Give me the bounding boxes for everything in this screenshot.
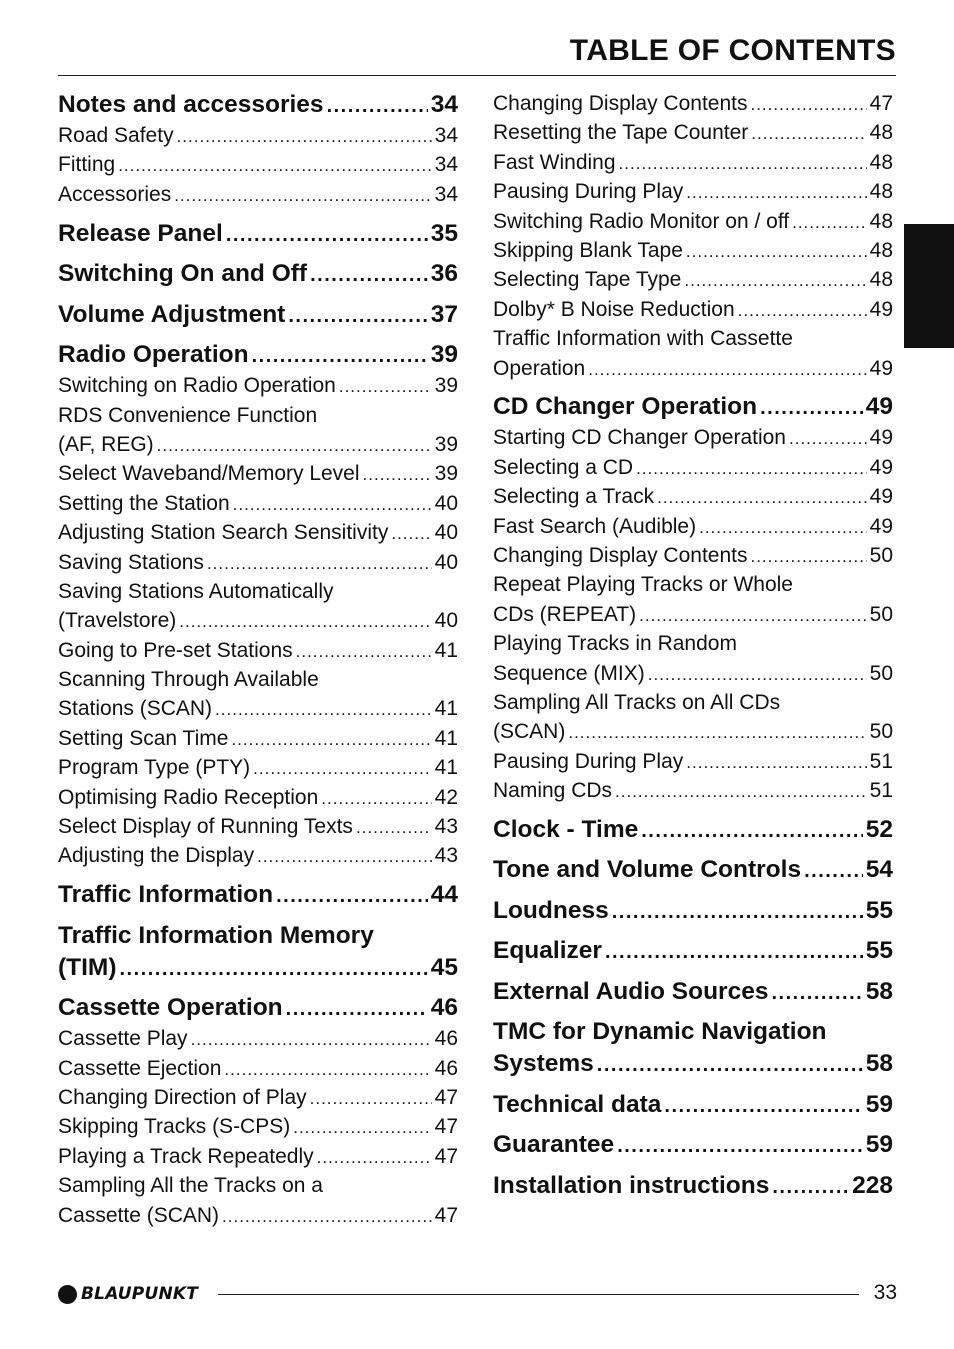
leader-dots — [174, 181, 431, 209]
toc-entry-title: Traffic Information with Cassette — [493, 327, 793, 351]
toc-page-number: 50 — [869, 602, 893, 626]
toc-page-number: 34 — [434, 182, 458, 206]
leader-dots — [391, 519, 431, 547]
toc-entry-title: Release Panel — [58, 219, 223, 247]
toc-entry-title: Setting Scan Time — [58, 726, 229, 750]
leader-dots — [257, 842, 432, 870]
leader-dots — [612, 896, 863, 927]
toc-entry-title: Accessories — [58, 182, 172, 206]
toc-entry-title: TMC for Dynamic Navigation — [493, 1018, 827, 1046]
leader-dots — [664, 1090, 862, 1121]
leader-dots — [568, 718, 866, 746]
toc-subentry — [58, 812, 458, 841]
toc-entry-title: Traffic Information — [58, 881, 274, 909]
toc-section-entry — [493, 814, 893, 846]
toc-subentry — [493, 747, 893, 776]
toc-page-number: 44 — [430, 881, 458, 909]
leader-dots — [321, 784, 431, 812]
leader-dots — [253, 754, 431, 782]
leader-dots — [222, 1202, 432, 1230]
toc-page-number: 48 — [869, 238, 893, 262]
toc-entry-title: Cassette Play — [58, 1027, 188, 1051]
toc-subentry — [493, 453, 893, 482]
leader-dots — [215, 695, 432, 723]
leader-dots — [286, 993, 428, 1024]
toc-entry-title-continued: (SCAN) — [493, 720, 566, 744]
leader-dots — [684, 266, 866, 294]
leader-dots — [363, 460, 432, 488]
leader-dots — [772, 1171, 849, 1202]
leader-dots — [750, 542, 866, 570]
toc-entry-title: Program Type (PTY) — [58, 756, 251, 780]
toc-entry-title: Select Display of Running Texts — [58, 815, 353, 839]
page-number: 33 — [873, 1281, 897, 1304]
toc-page-number: 228 — [852, 1171, 893, 1199]
toc-section-entry — [58, 920, 458, 984]
leader-dots — [224, 1055, 431, 1083]
leader-dots — [339, 372, 432, 400]
toc-subentry — [58, 1024, 458, 1053]
toc-subentry — [58, 371, 458, 400]
toc-subentry — [58, 1171, 458, 1230]
toc-subentry — [58, 1142, 458, 1171]
toc-entry-title: Starting CD Changer Operation — [493, 426, 786, 450]
toc-subentry — [58, 548, 458, 577]
leader-dots — [751, 119, 866, 147]
toc-entry-title-continued: Operation — [493, 356, 586, 380]
toc-entry-title: Changing Direction of Play — [58, 1086, 307, 1110]
toc-page-number: 39 — [434, 462, 458, 486]
toc-entry-title: RDS Convenience Function — [58, 403, 318, 427]
leader-dots — [804, 855, 863, 886]
toc-page-number: 40 — [434, 491, 458, 515]
toc-subentry — [493, 295, 893, 324]
toc-page-number: 55 — [865, 937, 893, 965]
toc-page-number: 47 — [434, 1086, 458, 1110]
toc-page-number: 47 — [434, 1144, 458, 1168]
toc-page-number: 39 — [434, 432, 458, 456]
toc-page-number: 40 — [434, 521, 458, 545]
toc-entry-title: Changing Display Contents — [493, 543, 748, 567]
toc-page-number: 59 — [865, 1090, 893, 1118]
toc-entry-title-continued: (Travelstore) — [58, 609, 177, 633]
leader-dots — [686, 237, 867, 265]
toc-page-number: 40 — [434, 550, 458, 574]
toc-page-number: 58 — [865, 1050, 893, 1078]
toc-entry-title: Fast Search (Audible) — [493, 514, 697, 538]
toc-page-number: 40 — [434, 609, 458, 633]
leader-dots — [356, 813, 432, 841]
toc-subentry — [493, 776, 893, 805]
toc-page-number: 49 — [869, 356, 893, 380]
toc-page-number: 43 — [434, 844, 458, 868]
toc-section-entry — [58, 992, 458, 1024]
toc-page-number: 50 — [869, 661, 893, 685]
toc-entry-title: Cassette Ejection — [58, 1056, 222, 1080]
toc-subentry — [58, 577, 458, 636]
toc-entry-title: Repeat Playing Tracks or Whole — [493, 573, 793, 597]
toc-entry-title: Dolby* B Noise Reduction — [493, 297, 735, 321]
leader-dots — [619, 149, 867, 177]
leader-dots — [310, 1084, 432, 1112]
toc-page-number: 34 — [430, 91, 458, 118]
toc-entry-title-continued: Stations (SCAN) — [58, 697, 213, 721]
toc-entry-title: Playing a Track Repeatedly — [58, 1144, 314, 1168]
toc-subentry — [58, 636, 458, 665]
leader-dots — [657, 483, 867, 511]
toc-page-number: 37 — [430, 300, 458, 328]
toc-entry-title: Pausing During Play — [493, 180, 684, 204]
toc-entry-title: Adjusting the Display — [58, 844, 255, 868]
toc-entry-title-continued: Sequence (MIX) — [493, 661, 645, 685]
toc-subentry — [58, 150, 458, 179]
section-thumb-tab — [904, 224, 954, 348]
toc-entry-title: Skipping Tracks (S-CPS) — [58, 1115, 291, 1139]
toc-subentry — [58, 753, 458, 782]
toc-page-number: 47 — [434, 1115, 458, 1139]
leader-dots — [605, 936, 863, 967]
toc-entry-title: Cassette Operation — [58, 994, 283, 1022]
toc-entry-title: Technical data — [493, 1090, 662, 1118]
toc-section-entry — [493, 854, 893, 886]
toc-entry-title: Fitting — [58, 153, 116, 177]
leader-dots — [252, 340, 428, 371]
toc-page-number: 50 — [869, 720, 893, 744]
leader-dots — [120, 953, 428, 984]
leader-dots — [648, 660, 867, 688]
toc-page-number: 41 — [434, 697, 458, 721]
toc-subentry — [58, 401, 458, 460]
toc-subentry — [493, 324, 893, 383]
toc-entry-title: Installation instructions — [493, 1171, 770, 1199]
leader-dots — [686, 178, 866, 206]
leader-dots — [597, 1049, 863, 1080]
toc-entry-title-continued: CDs (REPEAT) — [493, 602, 637, 626]
toc-subentry — [493, 688, 893, 747]
toc-entry-title: Switching On and Off — [58, 260, 308, 288]
toc-entry-title: CD Changer Operation — [493, 393, 758, 421]
footer-rule — [218, 1294, 859, 1295]
toc-subentry — [493, 570, 893, 629]
toc-entry-title: Clock - Time — [493, 815, 639, 843]
toc-page-number: 49 — [865, 393, 893, 421]
toc-entry-title: Saving Stations Automatically — [58, 579, 334, 603]
toc-entry-title: Select Waveband/Memory Level — [58, 462, 360, 486]
toc-entry-title: Pausing During Play — [493, 749, 684, 773]
toc-subentry — [493, 148, 893, 177]
toc-page-number: 49 — [869, 514, 893, 538]
toc-entry-title: Naming CDs — [493, 779, 613, 803]
page-title: TABLE OF CONTENTS — [569, 34, 896, 67]
leader-dots — [750, 90, 866, 118]
toc-entry-title: Skipping Blank Tape — [493, 238, 683, 262]
toc-page-number: 34 — [434, 153, 458, 177]
toc-section-entry — [493, 895, 893, 927]
toc-section-entry — [493, 935, 893, 967]
toc-page-number: 42 — [434, 785, 458, 809]
leader-dots — [639, 601, 867, 629]
brand-logo — [58, 1283, 198, 1305]
toc-page-number: 46 — [430, 994, 458, 1022]
leader-dots — [231, 725, 431, 753]
toc-entry-title: Fast Winding — [493, 150, 616, 174]
toc-subentry — [58, 1083, 458, 1112]
toc-subentry — [493, 629, 893, 688]
toc-page-number: 58 — [865, 977, 893, 1005]
toc-page-number: 55 — [865, 896, 893, 924]
toc-page-number: 49 — [869, 426, 893, 450]
toc-entry-title: Notes and accessories — [58, 91, 324, 118]
toc-entry-title: Saving Stations — [58, 550, 204, 574]
toc-subentry — [58, 841, 458, 870]
toc-page-number: 46 — [434, 1027, 458, 1051]
toc-page-number: 59 — [865, 1131, 893, 1159]
toc-section-entry — [58, 218, 458, 250]
toc-subentry — [493, 207, 893, 236]
leader-dots — [118, 151, 431, 179]
toc-section-entry — [493, 976, 893, 1008]
toc-entry-title: External Audio Sources — [493, 977, 769, 1005]
toc-entry-title: Switching Radio Monitor on / off — [493, 209, 790, 233]
leader-dots — [296, 637, 432, 665]
toc-entry-title: Road Safety — [58, 124, 174, 147]
toc-entry-title: Optimising Radio Reception — [58, 785, 319, 809]
toc-subentry — [58, 489, 458, 518]
toc-page-number: 48 — [869, 121, 893, 145]
toc-subentry — [58, 1112, 458, 1141]
toc-right-column — [493, 89, 893, 1202]
toc-page-number: 45 — [430, 953, 458, 981]
leader-dots — [789, 424, 867, 452]
leader-dots — [157, 431, 432, 459]
toc-page-number: 41 — [434, 756, 458, 780]
leader-dots — [588, 355, 866, 383]
leader-dots — [317, 1143, 432, 1171]
toc-subentry — [493, 118, 893, 147]
toc-page-number: 43 — [434, 815, 458, 839]
toc-subentry — [493, 236, 893, 265]
leader-dots — [699, 513, 867, 541]
toc-entry-title: Radio Operation — [58, 341, 249, 369]
toc-entry-title: Going to Pre-set Stations — [58, 638, 293, 662]
toc-entry-title: Volume Adjustment — [58, 300, 286, 328]
toc-entry-title: Sampling All Tracks on All CDs — [493, 690, 781, 714]
toc-entry-title: Selecting Tape Type — [493, 268, 682, 292]
toc-page-number: 34 — [434, 124, 458, 147]
toc-page-number: 49 — [869, 485, 893, 509]
toc-page-number: 49 — [869, 297, 893, 321]
toc-entry-title: Changing Display Contents — [493, 92, 748, 115]
toc-entry-title: Selecting a Track — [493, 485, 655, 509]
toc-entry-title: Setting the Station — [58, 491, 230, 515]
toc-section-entry — [493, 1016, 893, 1080]
toc-section-entry — [493, 1170, 893, 1202]
leader-dots — [615, 777, 867, 805]
leader-dots — [177, 122, 432, 150]
toc-entry-title-continued: (TIM) — [58, 953, 117, 981]
toc-page-number: 54 — [865, 856, 893, 884]
toc-subentry — [58, 783, 458, 812]
toc-page-number: 41 — [434, 638, 458, 662]
header-rule — [58, 75, 896, 76]
toc-entry-title: Tone and Volume Controls — [493, 856, 802, 884]
toc-section-entry — [58, 89, 458, 121]
toc-subentry — [493, 89, 893, 118]
toc-subentry — [493, 265, 893, 294]
toc-entry-title: Loudness — [493, 896, 609, 924]
toc-subentry — [493, 423, 893, 452]
leader-dots — [760, 392, 863, 423]
toc-page-number: 48 — [869, 180, 893, 204]
toc-page-number: 39 — [430, 341, 458, 369]
leader-dots — [310, 259, 428, 290]
toc-entry-title: Traffic Information Memory — [58, 921, 374, 949]
leader-dots — [738, 296, 867, 324]
toc-subentry — [58, 180, 458, 209]
toc-entry-title: Selecting a CD — [493, 455, 634, 479]
toc-entry-title: Sampling All the Tracks on a — [58, 1174, 323, 1198]
leader-dots — [226, 219, 428, 250]
toc-section-entry — [58, 258, 458, 290]
toc-page-number: 39 — [434, 374, 458, 398]
leader-dots — [293, 1113, 431, 1141]
toc-entry-title: Equalizer — [493, 937, 602, 965]
leader-dots — [276, 880, 428, 911]
toc-subentry — [58, 518, 458, 547]
toc-page-number: 36 — [430, 260, 458, 288]
leader-dots — [327, 90, 428, 121]
toc-entry-title: Guarantee — [493, 1131, 615, 1159]
leader-dots — [686, 748, 866, 776]
leader-dots — [233, 490, 432, 518]
leader-dots — [641, 815, 863, 846]
toc-entry-title: Switching on Radio Operation — [58, 374, 336, 398]
leader-dots — [191, 1025, 432, 1053]
toc-page-number: 48 — [869, 209, 893, 233]
toc-left-column — [58, 89, 458, 1230]
leader-dots — [179, 607, 431, 635]
leader-dots — [771, 977, 862, 1008]
toc-subentry — [58, 459, 458, 488]
toc-section-entry — [58, 879, 458, 911]
toc-section-entry — [493, 391, 893, 423]
toc-section-entry — [493, 1129, 893, 1161]
toc-page-number: 52 — [865, 815, 893, 843]
toc-section-entry — [58, 339, 458, 371]
toc-page-number: 50 — [869, 543, 893, 567]
toc-entry-title: Playing Tracks in Random — [493, 632, 737, 656]
toc-subentry — [58, 665, 458, 724]
brand-name: BLAUPUNKT — [81, 1284, 199, 1304]
toc-page-number: 47 — [869, 92, 893, 115]
leader-dots — [636, 454, 867, 482]
leader-dots — [792, 208, 867, 236]
toc-page-number: 47 — [434, 1203, 458, 1227]
toc-subentry — [58, 121, 458, 150]
toc-page-number: 35 — [430, 219, 458, 247]
toc-subentry — [58, 1054, 458, 1083]
toc-section-entry — [493, 1089, 893, 1121]
toc-entry-title: Adjusting Station Search Sensitivity — [58, 521, 389, 545]
toc-subentry — [493, 177, 893, 206]
toc-entry-title: Resetting the Tape Counter — [493, 121, 749, 145]
toc-entry-title-continued: Cassette (SCAN) — [58, 1203, 220, 1227]
logo-dot-icon — [58, 1285, 77, 1304]
toc-entry-title: Scanning Through Available — [58, 668, 319, 692]
toc-subentry — [58, 724, 458, 753]
toc-subentry — [493, 482, 893, 511]
leader-dots — [288, 300, 427, 331]
toc-page-number: 48 — [869, 268, 893, 292]
toc-subentry — [493, 512, 893, 541]
toc-page-number: 48 — [869, 150, 893, 174]
toc-entry-title-continued: (AF, REG) — [58, 432, 154, 456]
toc-page-number: 51 — [869, 779, 893, 803]
leader-dots — [207, 549, 432, 577]
toc-page-number: 46 — [434, 1056, 458, 1080]
toc-page-number: 49 — [869, 455, 893, 479]
toc-page-number: 51 — [869, 749, 893, 773]
leader-dots — [617, 1130, 863, 1161]
toc-subentry — [493, 541, 893, 570]
toc-section-entry — [58, 299, 458, 331]
toc-page-number: 41 — [434, 726, 458, 750]
toc-entry-title-continued: Systems — [493, 1050, 594, 1078]
